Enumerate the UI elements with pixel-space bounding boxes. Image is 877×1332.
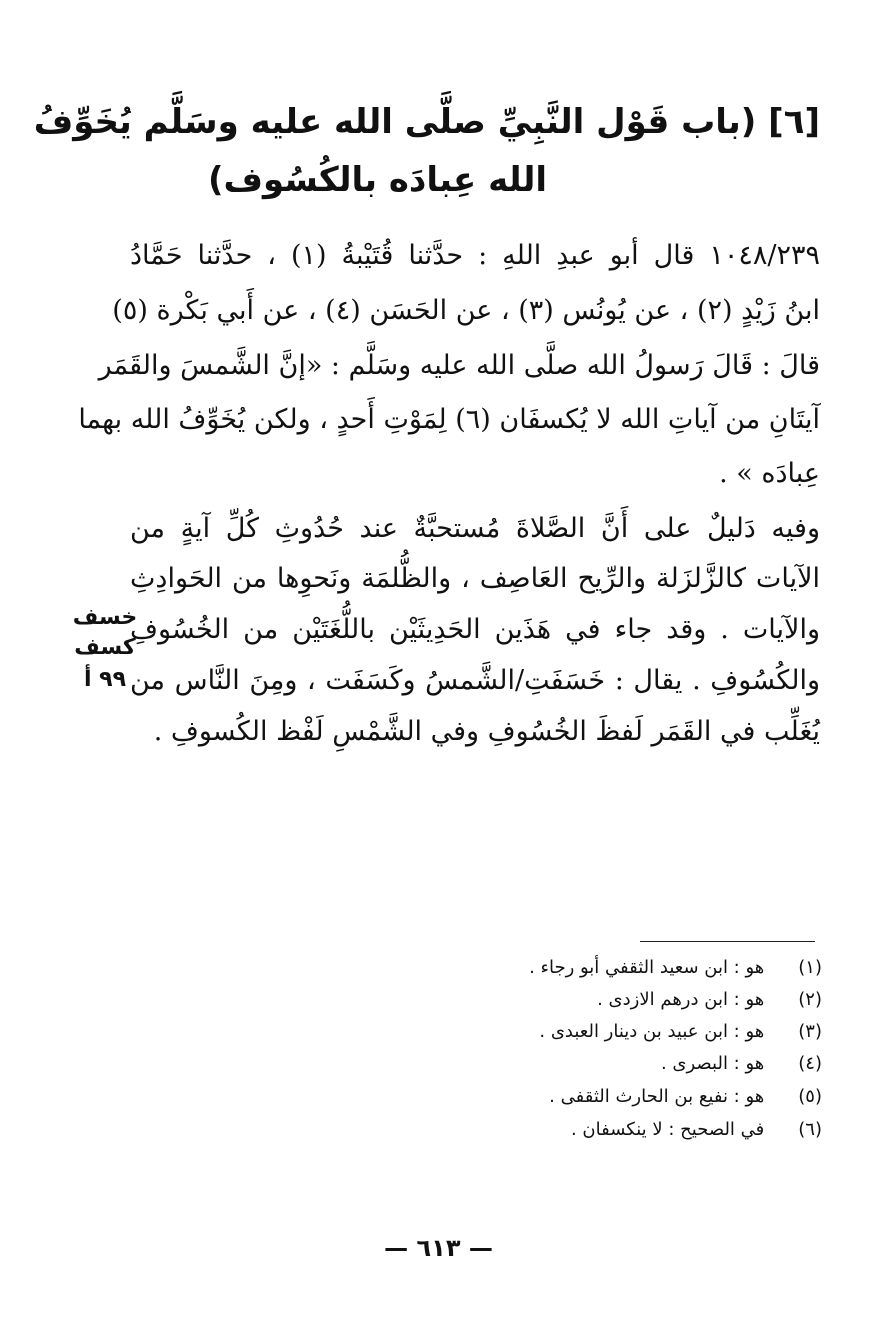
hadith-line-5: عِبادَه » . <box>719 458 820 489</box>
footnote-number: (٢) <box>798 989 822 1010</box>
hadith-line-4: آيتَانِ من آياتِ الله لا يُكسفَان (٦) لِمَوْتِ أَحدٍ ، ولكن يُخَوِّفُ الله بهما <box>78 404 820 435</box>
footnote-3 <box>422 1021 822 1042</box>
footnote-1 <box>422 957 822 978</box>
footnote-number: (١) <box>798 957 822 978</box>
page-number: — ٦١٣ — <box>384 1234 493 1262</box>
footnote-text: هو : نفيع بن الحارث الثقفى . <box>549 1086 765 1107</box>
commentary-line-5: يُغَلِّب في القَمَر لَفظَ الخُسُوفِ وفي الشَّمْسِ لَفْظ الكُسوفِ . <box>153 716 820 747</box>
hadith-line-1: ١٠٤٨/٢٣٩ قال أبو عبدِ اللهِ : حدَّثنا قُتَيْبةُ (١) ، حدَّثنا حَمَّادُ <box>130 240 820 271</box>
footnote-text: في الصحيح : لا ينكسفان . <box>570 1119 765 1140</box>
footnote-6 <box>422 1119 822 1140</box>
commentary-line-1: وفيه دَليلٌ على أَنَّ الصَّلاةَ مُستحبَّةٌ عند حُدُوثِ كُلِّ آيةٍ من <box>130 513 820 544</box>
margin-keyword-2: كسف <box>74 635 136 660</box>
footnote-text: هو : ابن درهم الازدى . <box>597 989 765 1010</box>
chapter-title-line-2: الله عِبادَه بالكُسُوف) <box>207 160 547 200</box>
footnote-number: (٥) <box>798 1086 822 1107</box>
footnote-number: (٦) <box>798 1119 822 1140</box>
footnote-text: هو : ابن سعيد الثقفي أبو رجاء . <box>529 957 765 978</box>
footnote-number: (٣) <box>798 1021 822 1042</box>
footnote-4 <box>422 1053 822 1074</box>
footnote-text: هو : البصرى . <box>660 1053 765 1074</box>
footnote-text: هو : ابن عبيد بن دينار العبدى . <box>539 1021 765 1042</box>
margin-keyword-1: خسف <box>72 605 138 630</box>
commentary-line-2: الآيات كالزَّلزَلة والرِّيح العَاصِف ، والظُّلمَة ونَحوِها من الحَوادِثِ <box>130 563 820 594</box>
margin-folio-marker: ٩٩ أ <box>83 667 127 692</box>
footnote-2 <box>422 989 822 1010</box>
footnote-number: (٤) <box>798 1053 822 1074</box>
chapter-title-line-1: [٦] (باب قَوْل النَّبِيِّ صلَّى الله عليه وسَلَّم يُخَوِّفُ <box>33 102 820 142</box>
commentary-line-3: والآيات . وقد جاء في هَذَين الحَدِيثَيْن باللُّغَتَيْن من الخُسُوفِ <box>130 614 820 645</box>
hadith-line-3: قالَ : قَالَ رَسولُ الله صلَّى الله عليه وسَلَّم : «إنَّ الشَّمسَ والقَمَر <box>98 350 820 381</box>
footnote-separator <box>640 941 815 942</box>
hadith-line-2: ابنُ زَيْدٍ (٢) ، عن يُونُس (٣) ، عن الحَسَن (٤) ، عن أَبي بَكْرة (٥) <box>112 295 820 326</box>
commentary-line-4: والكُسُوفِ . يقال : خَسَفَتِ/الشَّمسُ وكَسَفَت ، ومِنَ النَّاس من <box>130 665 820 696</box>
footnote-5 <box>422 1086 822 1107</box>
